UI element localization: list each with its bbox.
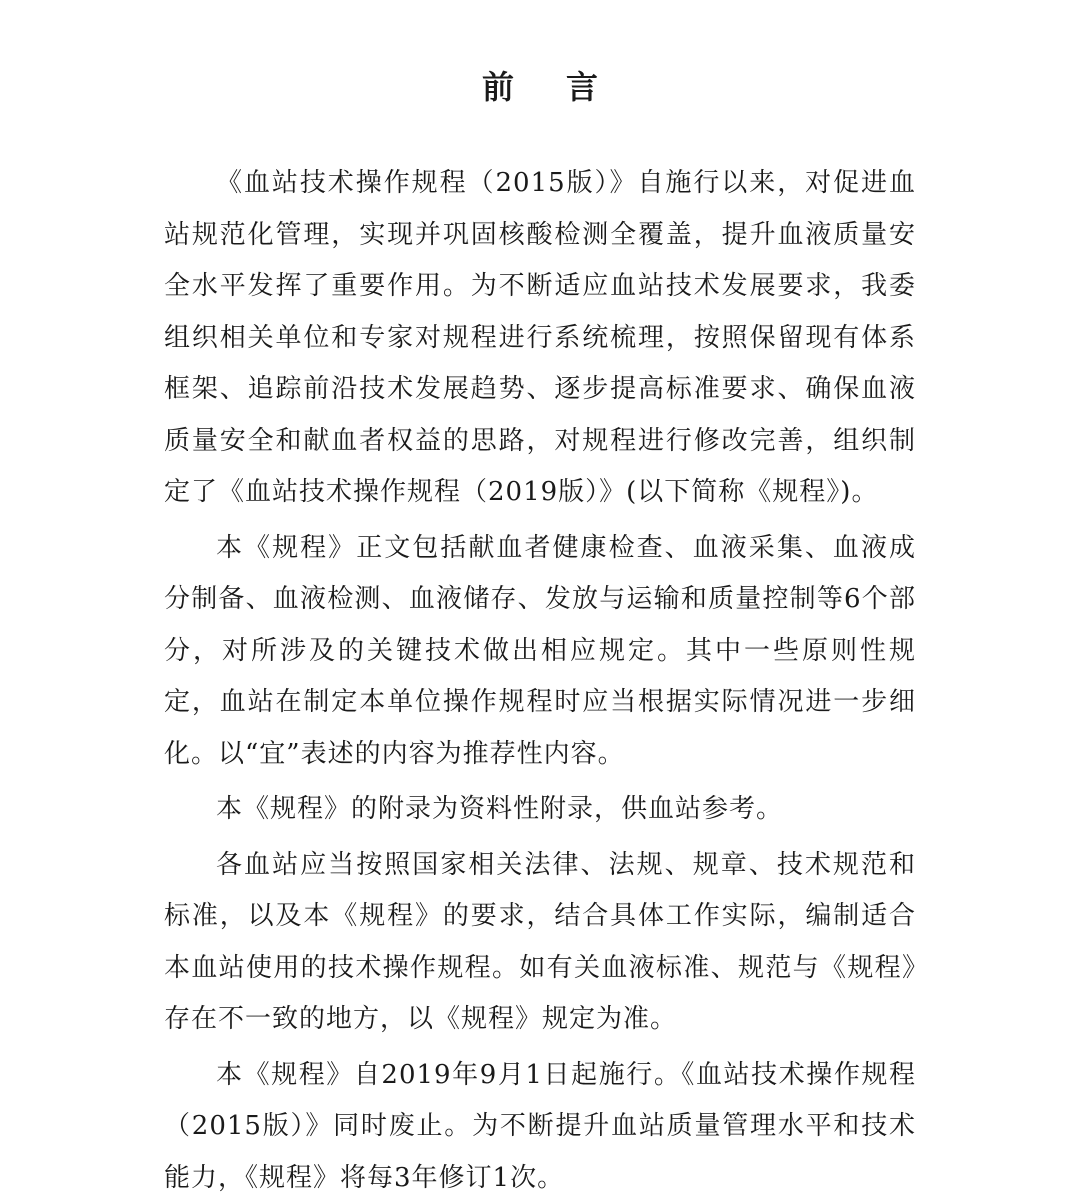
page-title: 前言 xyxy=(0,65,1080,109)
paragraph-effective-date: 本《规程》自2019年9月1日起施行。《血站技术操作规程（2015版）》同时废止。为不断提升血站质量管理水平和技术能力，《规程》将每3年修订1次。 xyxy=(164,1050,916,1204)
paragraph-requirements: 各血站应当按照国家相关法律、法规、规章、技术规范和标准，以及本《规程》的要求，结合具体工作实际，编制适合本血站使用的技术操作规程。如有关血液标准、规范与《规程》存在不一致的地方，以《规程》规定为准。 xyxy=(164,840,916,1046)
document-body xyxy=(164,158,916,1204)
paragraph-intro: 《血站技术操作规程（2015版）》自施行以来，对促进血站规范化管理，实现并巩固核酸检测全覆盖，提升血液质量安全水平发挥了重要作用。为不断适应血站技术发展要求，我委组织相关单位和专家对规程进行系统梳理，按照保留现有体系框架、追踪前沿技术发展趋势、逐步提高标准要求、确保血液质量安全和献血者权益的思路，对规程进行修改完善，组织制定了《血站技术操作规程（2019版）》(以下简称《规程》)。 xyxy=(164,158,916,519)
paragraph-content-scope: 本《规程》正文包括献血者健康检查、血液采集、血液成分制备、血液检测、血液储存、发放与运输和质量控制等6个部分，对所涉及的关键技术做出相应规定。其中一些原则性规定，血站在制定本单位操作规程时应当根据实际情况进一步细化。以“宜”表述的内容为推荐性内容。 xyxy=(164,523,916,781)
paragraph-appendix: 本《规程》的附录为资料性附录，供血站参考。 xyxy=(164,784,916,836)
